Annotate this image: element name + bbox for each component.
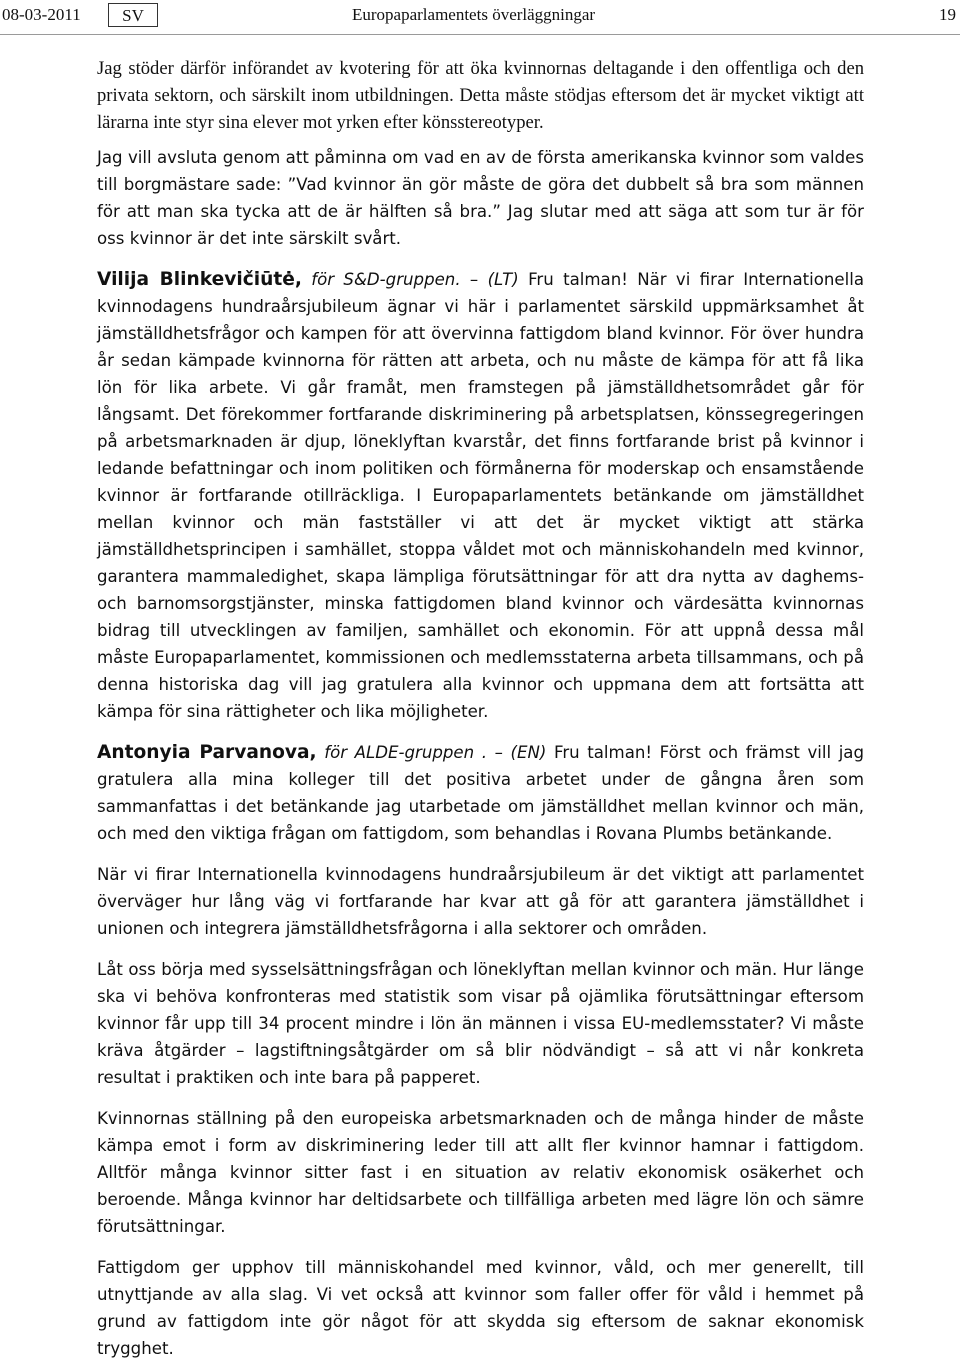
page-header	[0, 0, 960, 35]
paragraph: När vi firar Internationella kvinnodagens hundraårsjubileum är det viktigt att parlamentet överväger hur lång väg vi fortfarande har kvar att gå för att garantera jämställdhet i unionen och integrera jämställdhetsfrågorna i alla sektorer och områden.	[97, 865, 864, 938]
speaker-group: för ALDE-gruppen .	[324, 743, 488, 762]
speech-paragraph	[97, 739, 864, 847]
page-number: 19	[939, 5, 956, 24]
speaker-name: Antonyia Parvanova,	[97, 742, 317, 763]
paragraph: Jag stöder därför införandet av kvotering för att öka kvinnornas deltagande i den offentliga och den privata sektorn, och särskilt inom utbildningen. Detta måste stödjas eftersom det är mycket viktigt att lärarna inte styr sina elever mot yrken efter könsstereotyper.	[97, 58, 864, 133]
header-date: 08-03-2011	[2, 5, 81, 24]
language-badge: SV	[108, 3, 158, 27]
speech-text: Fru talman! Först och främst vill jag gratulera alla mina kolleger till det positiva arbetet under de gångna åren som sammanfattas i det betänkande jag utarbetade om jämställdhet mellan kvinnor och män, och med den viktiga frågan om fattigdom, som behandlas i Rovana Plumbs betänkande.	[97, 743, 865, 843]
speech-paragraph	[97, 266, 864, 725]
paragraph: Fattigdom ger upphov till människohandel med kvinnor, våld, och mer generellt, till utnyttjande av alla slag. Vi vet också att kvinnor som faller offer för våld i hemmet på grund av fattigdom inte gör något för att skydda sig eftersom de saknar ekonomisk trygghet.	[97, 1258, 864, 1358]
document-body	[97, 55, 864, 1362]
speech-dash: –	[487, 743, 511, 762]
paragraph: Jag vill avsluta genom att påminna om vad en av de första amerikanska kvinnor som valdes till borgmästare sade: ”Vad kvinnor än gör måste de göra det dubbelt så bra som männen för att man ska tycka att de är hälften så bra.” Jag slutar med att säga att som tur är för oss kvinnor är det inte särskilt svårt.	[97, 148, 864, 248]
speech-language: (EN)	[510, 743, 547, 762]
paragraph: Kvinnornas ställning på den europeiska arbetsmarknaden och de många hinder de måste kämpa emot i form av diskriminering leder till att allt fler kvinnor hamnar i fattigdom. Alltför många kvinnor sitter fast i en situation av relativ ekonomisk osäkerhet och beroende. Många kvinnor har deltidsarbete och tillfälliga arbeten med lägre lön och sämre förutsättningar.	[97, 1109, 864, 1236]
speech-language: (LT)	[487, 270, 519, 289]
speaker-name: Vilija Blinkevičiūtė,	[97, 269, 302, 290]
paragraph: Låt oss börja med sysselsättningsfrågan och löneklyftan mellan kvinnor och män. Hur länge ska vi behöva konfronteras med statistik som visar på ojämlika förutsättningar eftersom kvinnor får upp till 34 procent mindre i lön än männen i vissa EU-medlemsstater? Vi måste kräva åtgärder – lagstiftningsåtgärder om så blir nödvändigt – så att vi når konkreta resultat i praktiken och inte bara på papperet.	[97, 960, 864, 1087]
speech-dash: –	[460, 270, 488, 289]
speaker-group: för S&D-gruppen.	[311, 270, 461, 289]
header-title: Europaparlamentets överläggningar	[352, 5, 596, 24]
speech-text: Fru talman! När vi firar Internationella kvinnodagens hundraårsjubileum ägnar vi här i parlamentet särskild uppmärksamhet åt jämställdhetsfrågor och kampen för att övervinna fattigdom bland kvinnor. För över hundra år sedan kämpade kvinnorna för rätten att arbeta, och nu måste de kämpa för att få lika lön för lika arbete. Vi går framåt, men framstegen på jämställdhetsområdet går för långsamt. Det förekommer fortfarande diskriminering på arbetsplatsen, könssegregeringen på arbetsmarknaden är djup, löneklyftan kvarstår, det finns fortfarande brist på kvinnor i ledande befattningar och inom politiken och förmånerna för moderskap och ensamstående kvinnor är fortfarande otillräckliga. I Europaparlamentets betänkande om jämställdhet mellan kvinnor och män fastställer vi att det är mycket viktigt att stärka jämställdhetsprincipen i samhället, stoppa våldet mot och människohandeln med kvinnor, garantera mammaledighet, skapa lämpliga förutsättningar för att dra nytta av daghems- och barnomsorgstjänster, minska fattigdomen bland kvinnor och värdesätta kvinnornas bidrag till utvecklingen av familjen, samhället och ekonomin. För att uppnå dessa mål måste Europaparlamentet, kommissionen och medlemsstaterna arbeta tillsammans, och på denna historiska dag vill jag gratulera alla kvinnor och uppmana dem att fortsätta att kämpa för sina rättigheter och lika möjligheter.	[97, 270, 864, 721]
